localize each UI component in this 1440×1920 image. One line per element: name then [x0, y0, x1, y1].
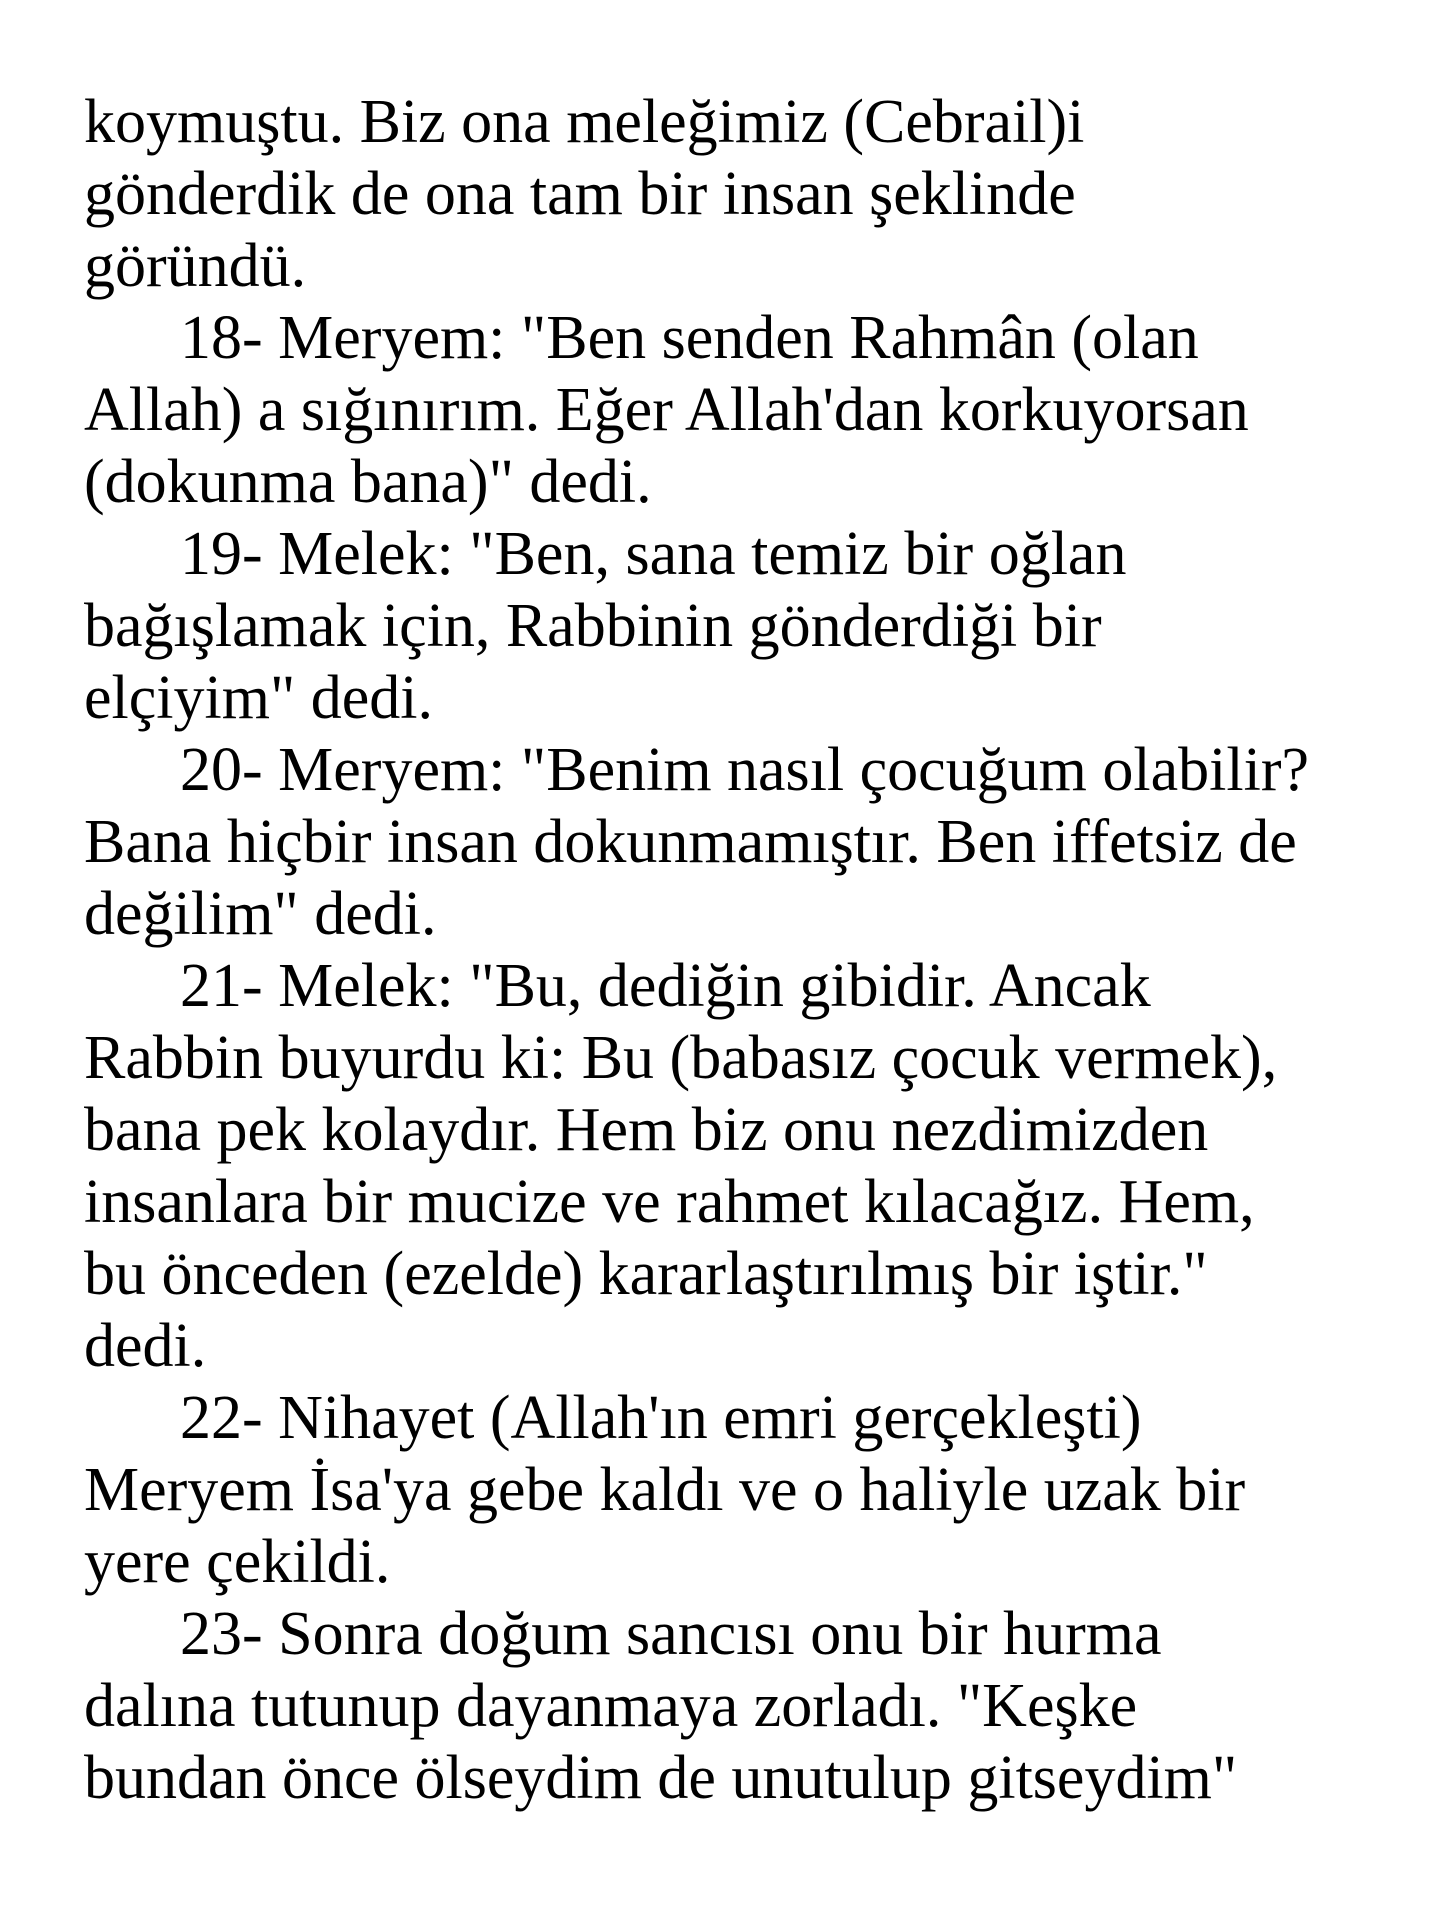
text-line: bu önceden (ezelde) kararlaştırılmış bir iştir." — [84, 1240, 1208, 1308]
text-line: Allah) a sığınırım. Eğer Allah'dan korkuyorsan — [84, 376, 1249, 444]
text-line: Bana hiçbir insan dokunmamıştır. Ben iffetsiz de — [84, 808, 1297, 876]
text-line: Meryem İsa'ya gebe kaldı ve o haliyle uzak bir — [84, 1456, 1246, 1524]
text-line: 21- Melek: "Bu, dediğin gibidir. Ancak — [180, 952, 1151, 1020]
verse-23 — [84, 1598, 1384, 1814]
text-line: insanlara bir mucize ve rahmet kılacağız. Hem, — [84, 1168, 1255, 1236]
text-line: elçiyim" dedi. — [84, 664, 433, 732]
text-line: yere çekildi. — [84, 1528, 391, 1596]
verse-21 — [84, 950, 1384, 1382]
text-line: 23- Sonra doğum sancısı onu bir hurma — [180, 1600, 1162, 1668]
text-line: göründü. — [84, 232, 307, 300]
text-line: bundan önce ölseydim de unutulup gitseydim" — [84, 1744, 1238, 1812]
text-line: dedi. — [84, 1312, 207, 1380]
text-line: dalına tutunup dayanmaya zorladı. "Keşke — [84, 1672, 1138, 1740]
verse-18 — [84, 302, 1384, 518]
verse-20 — [84, 734, 1384, 950]
document-page — [84, 86, 1384, 1814]
text-line: koymuştu. Biz ona meleğimiz (Cebrail)i — [84, 88, 1085, 156]
text-line: bağışlamak için, Rabbinin gönderdiği bir — [84, 592, 1102, 660]
text-line: gönderdik de ona tam bir insan şeklinde — [84, 160, 1076, 228]
paragraph-continuation — [84, 86, 1384, 302]
verse-22 — [84, 1382, 1384, 1598]
text-line: Rabbin buyurdu ki: Bu (babasız çocuk vermek), — [84, 1024, 1278, 1092]
verse-19 — [84, 518, 1384, 734]
text-line: değilim" dedi. — [84, 880, 437, 948]
text-line: 18- Meryem: "Ben senden Rahmân (olan — [180, 304, 1199, 372]
text-line: bana pek kolaydır. Hem biz onu nezdimizden — [84, 1096, 1209, 1164]
text-line: 19- Melek: "Ben, sana temiz bir oğlan — [180, 520, 1127, 588]
text-line: 20- Meryem: "Benim nasıl çocuğum olabilir? — [180, 736, 1309, 804]
text-line: (dokunma bana)" dedi. — [84, 448, 652, 516]
text-line: 22- Nihayet (Allah'ın emri gerçekleşti) — [180, 1384, 1142, 1452]
